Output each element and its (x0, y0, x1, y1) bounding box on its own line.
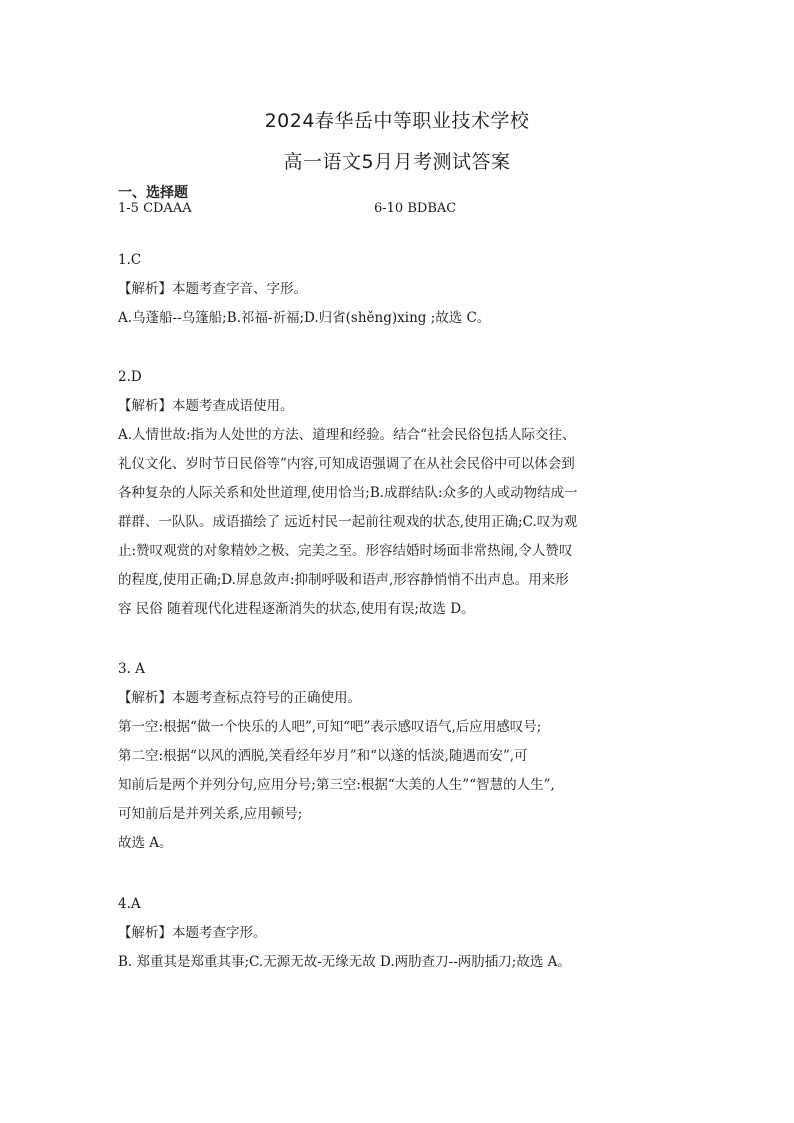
question-block-2 (118, 363, 688, 624)
analysis-line: 知前后是两个并列分句,应用分号;第三空:根据“大美的人生”“智慧的人生”, (118, 777, 555, 793)
question-number: 2.D (118, 369, 142, 385)
question-number: 4.A (118, 896, 141, 912)
analysis-line: 可知前后是并列关系,应用顿号; (118, 806, 303, 822)
question-block-1 (118, 246, 688, 333)
analysis-line: 各种复杂的人际关系和处世道理,使用恰当;B.成群结队:众多的人或动物结成一 (118, 485, 578, 501)
analysis-line: A.人情世故:指为人处世的方法、道理和经验。结合“社会民俗包括人际交往、 (118, 427, 576, 443)
analysis-line: 故选 A。 (118, 835, 173, 851)
analysis-line: 止:赞叹观赏的对象精妙之极、完美之至。形容结婚时场面非常热闹,令人赞叹 (118, 543, 573, 559)
analysis-line: 容 民俗 随着现代化进程逐渐消失的状态,使用有误;故选 D。 (118, 601, 475, 617)
analysis-line: 第二空:根据“以风的洒脱,笑看经年岁月”和“以遂的恬淡,随遇而安”,可 (118, 748, 528, 764)
analysis-line: 群群、一队队。成语描绘了 远近村民一起前往观戏的状态,使用正确;C.叹为观 (118, 514, 578, 530)
analysis-line: 【解析】本题考查字形。 (118, 925, 267, 941)
question-block-4 (118, 890, 688, 977)
analysis-line: A.乌蓬船--乌篷船;B.祁福-祈福;D.归省(shěng)xing ;故选 C。 (118, 310, 491, 326)
analysis-line: 第一空:根据“做一个快乐的人吧”,可知“吧”表示感叹语气,后应用感叹号; (118, 719, 542, 735)
analysis-line: 【解析】本题考查标点符号的正确使用。 (118, 690, 361, 706)
question-block-3 (118, 655, 688, 858)
analysis-line: B. 郑重其是郑重其事;C.无源无故-无缘无故 D.两肋查刀--两肋插刀;故选 A。 (118, 954, 571, 970)
answer-summary-6-10: 6-10 BDBAC (374, 201, 457, 216)
answer-summary-1-5: 1-5 CDAAA (118, 201, 192, 216)
section-heading: 一、选择题 (118, 185, 188, 201)
document-title: 2024春华岳中等职业技术学校 (264, 110, 530, 132)
document-subtitle: 高一语文5月月考测试答案 (283, 151, 511, 173)
analysis-line: 的程度,使用正确;D.屏息敛声:抑制呼吸和语声,形容静悄悄不出声息。用来形 (118, 572, 569, 588)
question-number: 3. A (118, 661, 145, 677)
analysis-line: 【解析】本题考查字音、字形。 (118, 281, 307, 297)
question-number: 1.C (118, 252, 142, 268)
analysis-line: 【解析】本题考查成语使用。 (118, 398, 294, 414)
analysis-line: 礼仪文化、岁时节日民俗等”内容,可知成语强调了在从社会民俗中可以体会到 (118, 456, 575, 472)
